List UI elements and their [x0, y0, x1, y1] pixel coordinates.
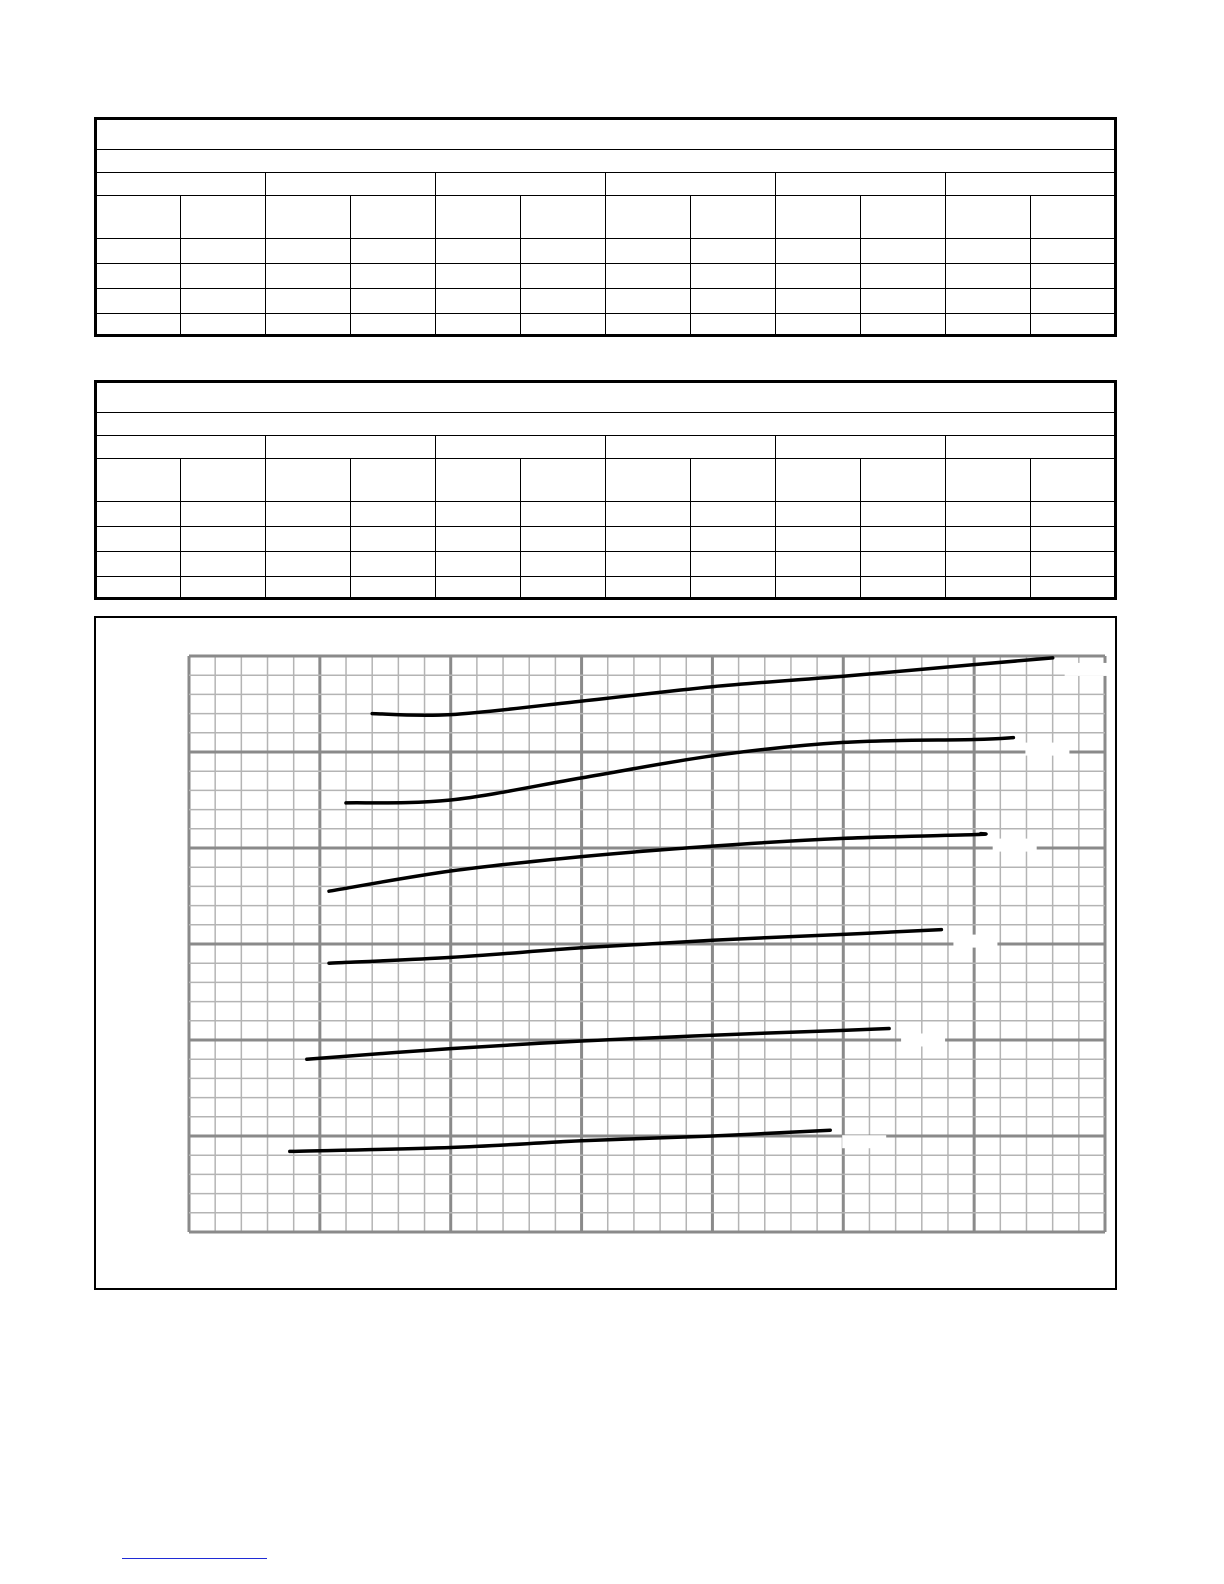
column-header [776, 196, 861, 239]
table-cell [521, 552, 606, 577]
table-cell [351, 264, 436, 289]
column-header [691, 459, 776, 502]
table-cell [946, 314, 1031, 336]
table-cell [1031, 552, 1116, 577]
table-cell [436, 314, 521, 336]
table-cell [96, 527, 181, 552]
table-cell [181, 239, 266, 264]
table-cell [1031, 289, 1116, 314]
table-cell [606, 289, 691, 314]
table-cell [946, 527, 1031, 552]
table-cell [1031, 502, 1116, 527]
column-header [351, 459, 436, 502]
table-cell [776, 527, 861, 552]
table-cell [181, 577, 266, 599]
group-header [776, 173, 946, 196]
table-row [96, 527, 1116, 552]
table-cell [436, 577, 521, 599]
table-cell [1031, 264, 1116, 289]
table-cell [436, 527, 521, 552]
group-header [606, 173, 776, 196]
table-cell [776, 552, 861, 577]
table-cell [691, 314, 776, 336]
table-cell [861, 552, 946, 577]
column-header [96, 459, 181, 502]
table-cell [521, 577, 606, 599]
table-cell [96, 552, 181, 577]
footer-rule [122, 1558, 267, 1559]
group-header [266, 173, 436, 196]
table-cell [266, 239, 351, 264]
table-cell [436, 502, 521, 527]
table-cell [861, 264, 946, 289]
table-cell [946, 552, 1031, 577]
table-cell [946, 264, 1031, 289]
table-cell [436, 264, 521, 289]
table-cell [181, 264, 266, 289]
column-header [946, 459, 1031, 502]
column-header [436, 196, 521, 239]
column-header [181, 196, 266, 239]
series-label-4 [953, 935, 997, 948]
table-cell [606, 239, 691, 264]
table-cell [606, 314, 691, 336]
column-header [351, 196, 436, 239]
table-cell [351, 239, 436, 264]
series-label-2 [1025, 743, 1069, 756]
series-label-6 [842, 1135, 886, 1148]
table-cell [181, 314, 266, 336]
table-cell [351, 502, 436, 527]
series-label-1 [1065, 663, 1109, 676]
table-cell [521, 264, 606, 289]
column-header [436, 459, 521, 502]
table-row [96, 289, 1116, 314]
table-title [96, 119, 1116, 150]
column-header [606, 459, 691, 502]
table-cell [946, 577, 1031, 599]
column-header [181, 459, 266, 502]
table-cell [861, 289, 946, 314]
table-cell [776, 239, 861, 264]
table-cell [776, 502, 861, 527]
series-label-5 [901, 1033, 945, 1046]
table-cell [606, 577, 691, 599]
table-cell [691, 289, 776, 314]
table-cell [606, 527, 691, 552]
table-cell [606, 502, 691, 527]
table-cell [436, 239, 521, 264]
table-row [96, 264, 1116, 289]
table-cell [1031, 577, 1116, 599]
table-cell [691, 239, 776, 264]
table-cell [691, 577, 776, 599]
column-header [266, 459, 351, 502]
table-cell [691, 264, 776, 289]
table-cell [691, 552, 776, 577]
table-cell [436, 552, 521, 577]
table-row [96, 577, 1116, 599]
group-header [266, 436, 436, 459]
table-title [96, 382, 1116, 413]
group-header [436, 173, 606, 196]
table-cell [1031, 314, 1116, 336]
table-cell [776, 314, 861, 336]
group-header [436, 436, 606, 459]
table-row [96, 502, 1116, 527]
table-cell [96, 502, 181, 527]
group-header [776, 436, 946, 459]
table-cell [351, 552, 436, 577]
table-cell [181, 502, 266, 527]
table-cell [181, 289, 266, 314]
table-row [96, 552, 1116, 577]
table-row [96, 239, 1116, 264]
table-cell [776, 577, 861, 599]
table-cell [96, 264, 181, 289]
column-header [776, 459, 861, 502]
line-chart [96, 618, 1115, 1288]
group-header [946, 173, 1116, 196]
group-header [606, 436, 776, 459]
column-header [521, 196, 606, 239]
group-header [946, 436, 1116, 459]
table-cell [436, 289, 521, 314]
column-header [1031, 459, 1116, 502]
table-cell [96, 577, 181, 599]
table-cell [861, 314, 946, 336]
table-cell [351, 289, 436, 314]
column-header [691, 196, 776, 239]
column-header [521, 459, 606, 502]
table-cell [946, 502, 1031, 527]
column-header [861, 459, 946, 502]
group-header [96, 173, 266, 196]
table-cell [96, 314, 181, 336]
table-subtitle [96, 150, 1116, 173]
data-table-2 [94, 380, 1117, 600]
column-header [861, 196, 946, 239]
table-cell [946, 239, 1031, 264]
table-row [96, 314, 1116, 336]
table-cell [861, 527, 946, 552]
column-header [1031, 196, 1116, 239]
table-cell [181, 527, 266, 552]
table-subtitle [96, 413, 1116, 436]
table-cell [96, 289, 181, 314]
column-header [96, 196, 181, 239]
table-cell [606, 264, 691, 289]
table-cell [1031, 239, 1116, 264]
group-header [96, 436, 266, 459]
table-cell [521, 239, 606, 264]
series-label-3 [993, 839, 1037, 852]
table-cell [351, 577, 436, 599]
table-cell [946, 289, 1031, 314]
table-cell [521, 502, 606, 527]
table-cell [521, 527, 606, 552]
table-cell [776, 289, 861, 314]
table-cell [691, 527, 776, 552]
table-cell [861, 239, 946, 264]
table-cell [266, 527, 351, 552]
table-cell [861, 502, 946, 527]
table-cell [861, 577, 946, 599]
table-cell [266, 289, 351, 314]
table-cell [606, 552, 691, 577]
table-cell [266, 502, 351, 527]
table-cell [266, 577, 351, 599]
table-cell [266, 264, 351, 289]
table-cell [266, 552, 351, 577]
table-cell [521, 314, 606, 336]
column-header [266, 196, 351, 239]
table-cell [96, 239, 181, 264]
chart-panel [94, 616, 1117, 1290]
table-cell [1031, 527, 1116, 552]
data-table-1 [94, 117, 1117, 337]
table-cell [181, 552, 266, 577]
table-cell [266, 314, 351, 336]
table-cell [521, 289, 606, 314]
column-header [946, 196, 1031, 239]
table-cell [776, 264, 861, 289]
table-cell [351, 527, 436, 552]
column-header [606, 196, 691, 239]
table-cell [351, 314, 436, 336]
table-cell [691, 502, 776, 527]
